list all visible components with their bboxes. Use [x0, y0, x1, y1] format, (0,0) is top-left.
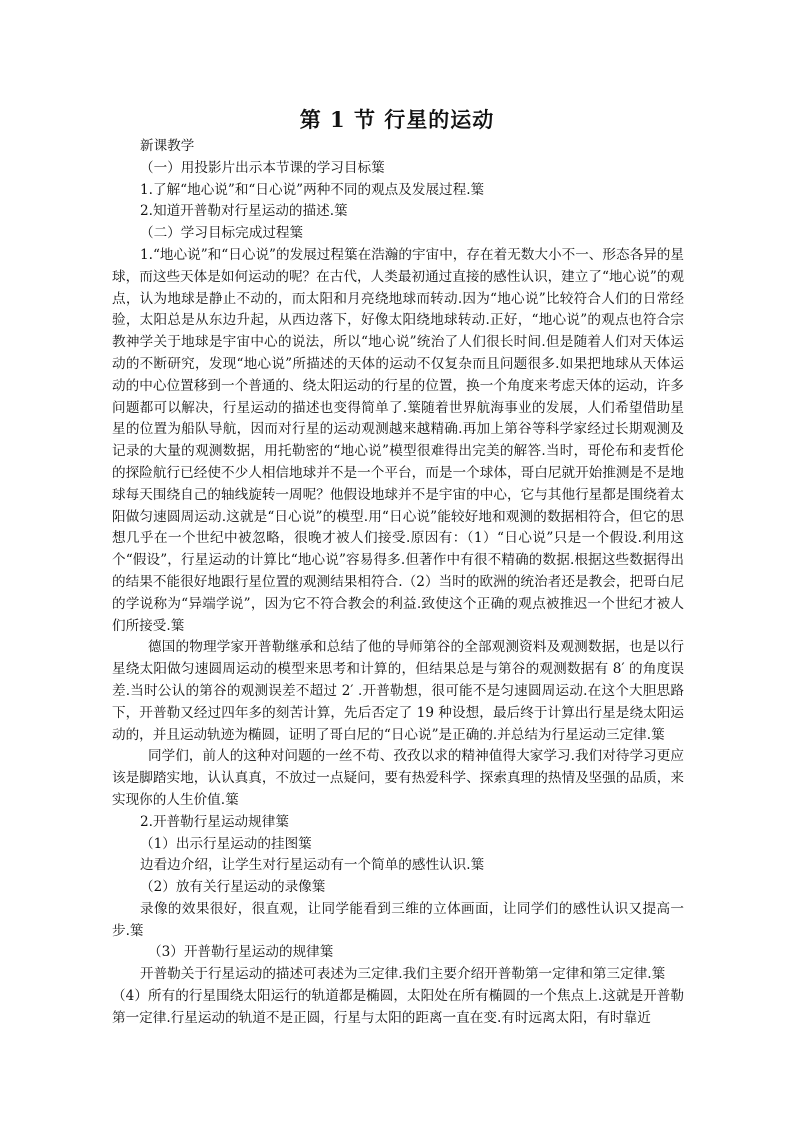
- paragraph: 2.开普勒行星运动规律䈎: [140, 813, 289, 830]
- paragraph: 1.了解“地心说”和“日心说”两种不同的观点及发展过程.䈎: [140, 181, 485, 198]
- paragraph: 开普勒关于行星运动的描述可表述为三定律.我们主要介绍开普勒第一定律和第三定律.䈎: [140, 966, 666, 983]
- paragraph: （3）开普勒行星运动的规律䈎: [148, 944, 334, 961]
- paragraph: 边看边介绍，让学生对行星运动有一个简单的感性认识.䈎: [140, 857, 485, 874]
- paragraph: （1）出示行星运动的挂图䈎: [140, 835, 312, 852]
- document-body: [112, 136, 684, 1030]
- paragraph: 德国的物理学家开普勒继承和总结了他的导师第谷的全部观测资料及观测数据，也是以行星绕太阳做匀速圆周运动的模型来思考和计算的，但结果总是与第谷的观测数据有 8′ 的角度误差.当时公认的第谷的观测误差不超过 2′ .开普勒想，很可能不是匀速圆周运动.在这个大胆思路下，开普勒又经过四年多的刻苦计算，先后否定了 19 种设想，最后终于计算出行星是绕太阳运动的，并且运动轨迹为椭圆，证明了哥白尼的“日心说”是正确的.并总结为行星运动三定律.䈎: [112, 639, 684, 743]
- paragraph: （二）学习目标完成过程䈎: [140, 225, 304, 242]
- paragraph: （4）所有的行星围绕太阳运行的轨道都是椭圆，太阳处在所有椭圆的一个焦点上.这就是开普勒第一定律.行星运动的轨道不是正圆，行星与太阳的距离一直在变.有时远离太阳，有时靠近: [112, 988, 684, 1026]
- paragraph: 新课教学: [140, 138, 195, 154]
- paragraph: 1.“地心说”和“日心说”的发展过程䈎在浩瀚的宇宙中，存在着无数大小不一、形态各异的星球，而这些天体是如何运动的呢？在古代，人类最初通过直接的感性认识，建立了“地心说”的观点，认为地球是静止不动的，而太阳和月亮绕地球而转动.因为“地心说”比较符合人们的日常经验，太阳总是从东边升起，从西边落下，好像太阳绕地球转动.正好，“地心说”的观点也符合宗教神学关于地球是宇宙中心的说法，所以“地心说”统治了人们很长时间.但是随着人们对天体运动的不断研究，发现“地心说”所描述的天体的运动不仅复杂而且问题很多.如果把地球从天体运动的中心位置移到一个普通的、绕太阳运动的行星的位置，换一个角度来考虑天体的运动，许多问题都可以解决，行星运动的描述也变得简单了.䈎随着世界航海事业的发展，人们希望借助星星的位置为船队导航，因而对行星的运动观测越来越精确.再加上第谷等科学家经过长期观测及记录的大量的观测数据，用托勒密的“地心说”模型很难得出完美的解答.当时，哥伦布和麦哲伦的探险航行已经使不少人相信地球并不是一个平台，而是一个球体，哥白尼就开始推测是不是地球每天围绕自己的轴线旋转一周呢？他假设地球并不是宇宙的中心，它与其他行星都是围绕着太阳做匀速圆周运动.这就是“日心说”的模型.用“日心说”能较好地和观测的数据相符合，但它的思想几乎在一个世纪中被忽略，很晚才被人们接受.原因有：（1）“日心说”只是一个假设.利用这个“假设”，行星运动的计算比“地心说”容易得多.但著作中有很不精确的数据.根据这些数据得出的结果不能很好地跟行星位置的观测结果相符合.（2）当时的欧洲的统治者还是教会，把哥白尼的学说称为“异端学说”，因为它不符合教会的利益.致使这个正确的观点被推迟一个世纪才被人们所接受.䈎: [112, 246, 684, 634]
- paragraph: 2.知道开普勒对行星运动的描述.䈎: [140, 203, 348, 220]
- paragraph: 录像的效果很好，很直观，让同学能看到三维的立体画面，让同学们的感性认识又提高一步.䈎: [112, 900, 684, 939]
- paragraph: （一）用投影片出示本节课的学习目标䈎: [140, 159, 385, 176]
- paragraph: 同学们，前人的这种对问题的一丝不苟、孜孜以求的精神值得大家学习.我们对待学习更应该是脚踏实地，认认真真，不放过一点疑问，要有热爱科学、探索真理的热情及坚强的品质，来实现你的人生价值.䈎: [112, 748, 684, 808]
- page-title: 第 1 节 行星的运动: [299, 107, 495, 132]
- paragraph: （2）放有关行星运动的录像䈎: [140, 879, 326, 896]
